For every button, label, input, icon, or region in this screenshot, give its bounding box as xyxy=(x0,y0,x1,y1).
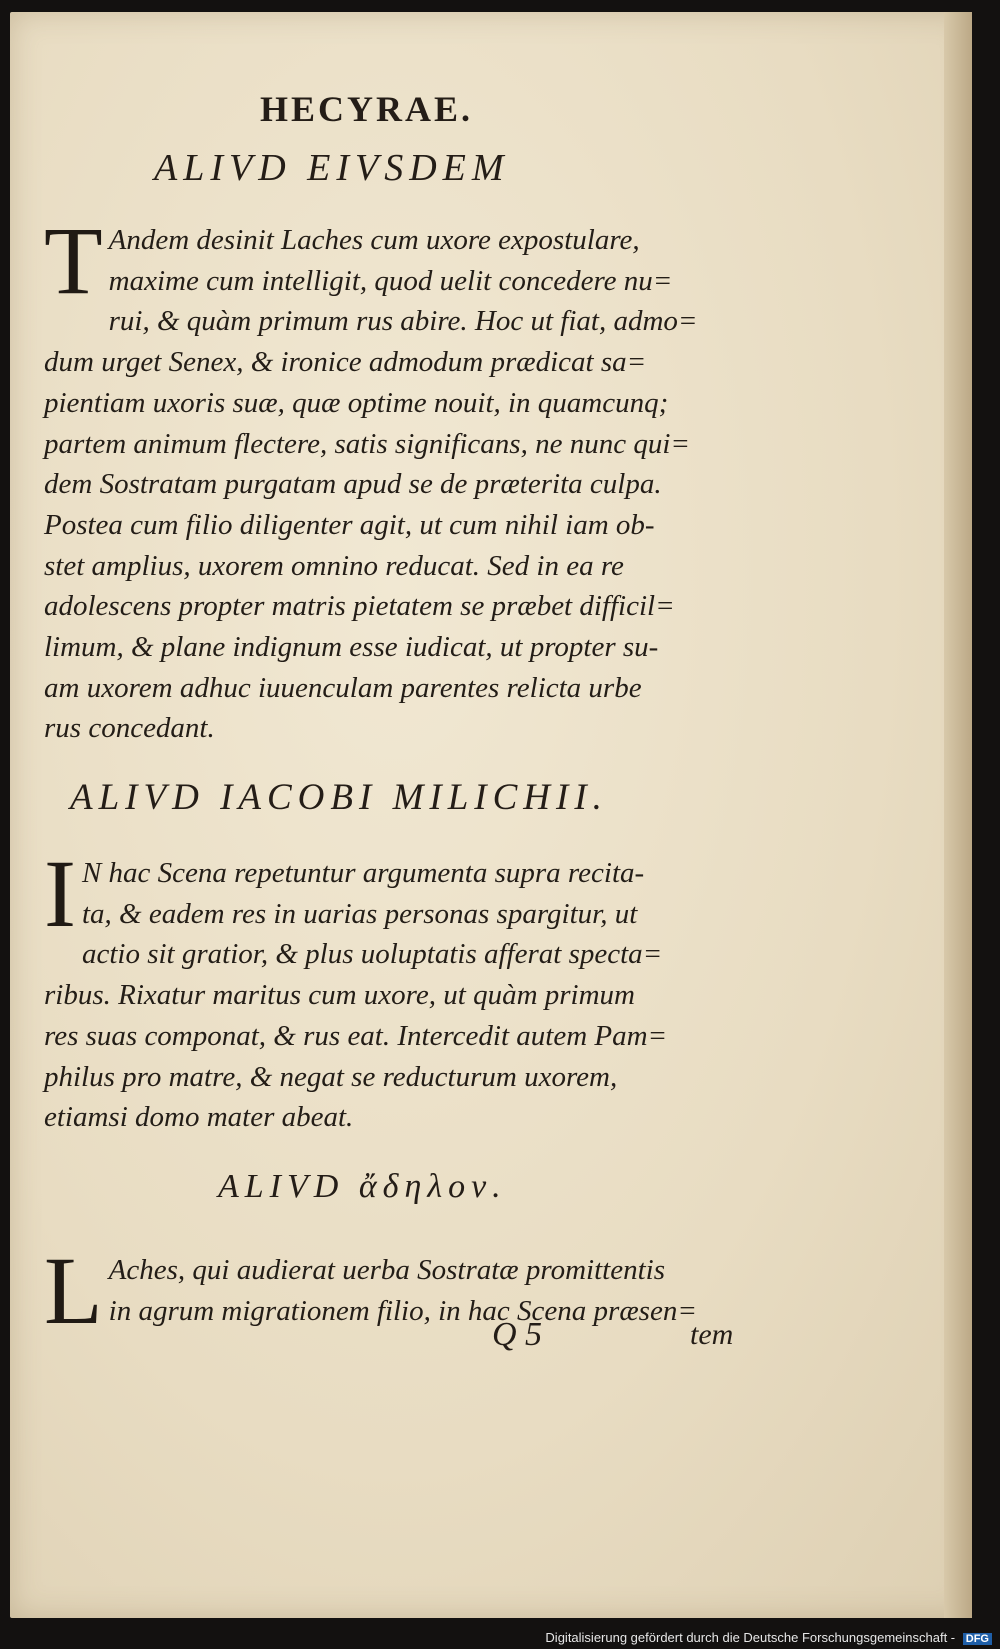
running-head: HECYRAE. xyxy=(260,89,474,129)
text-line: adolescens propter matris pietatem se præbet difficil= xyxy=(44,590,675,623)
section-heading-2: ALIVD IACOBI MILICHII. xyxy=(70,777,608,818)
text-line: rui, & quàm primum rus abire. Hoc ut fiat, admo= xyxy=(108,305,698,338)
text-line: limum, & plane indignum esse iudicat, ut propter su- xyxy=(44,631,659,664)
text-line: ribus. Rixatur maritus cum uxore, ut quàm primum xyxy=(44,979,635,1012)
text-line: partem animum flectere, satis significans, ne nunc qui= xyxy=(44,427,690,460)
dropcap-3: L xyxy=(44,1237,103,1344)
credit-text: Digitalisierung gefördert durch die Deutsche Forschungsgemeinschaft - xyxy=(545,1630,956,1645)
text-line: res suas componat, & rus eat. Intercedit autem Pam= xyxy=(44,1019,668,1052)
text-line: Andem desinit Laches cum uxore expostulare, xyxy=(108,224,640,256)
text-line: Aches, qui audierat uerba Sostratæ promittentis xyxy=(108,1254,665,1286)
text-line: pientiam uxoris suæ, quæ optime nouit, in quamcunq; xyxy=(44,386,669,419)
text-line: Postea cum filio diligenter agit, ut cum nihil iam ob- xyxy=(44,508,655,541)
text-line: maxime cum intelligit, quod uelit concedere nu= xyxy=(108,264,673,297)
text-line: N hac Scena repetuntur argumenta supra recita- xyxy=(81,857,645,889)
text-line: am uxorem adhuc iuuenculam parentes relicta urbe xyxy=(44,671,642,704)
text-line: dum urget Senex, & ironice admodum prædicat sa= xyxy=(44,346,647,379)
section-heading-1: ALIVD EIVSDEM xyxy=(154,147,510,189)
text-line: actio sit gratior, & plus uoluptatis afferat specta= xyxy=(81,938,663,971)
catchword: tem xyxy=(690,1318,734,1351)
text-line: etiamsi domo mater abeat. xyxy=(44,1101,354,1134)
text-line: stet amplius, uxorem omnino reducat. Sed in ea re xyxy=(44,549,624,582)
text-line: ta, & eadem res in uarias personas spargitur, ut xyxy=(81,897,638,930)
dropcap-1: T xyxy=(44,207,103,314)
dfg-logo: DFG xyxy=(963,1633,992,1645)
text-line: dem Sostratam purgatam apud se de præterita culpa. xyxy=(44,468,662,501)
text-line: rus concedant. xyxy=(44,712,215,745)
section-heading-3: ALIVD ἄδηλον. xyxy=(218,1168,507,1205)
paragraph-1 xyxy=(44,207,734,749)
page-gutter xyxy=(944,12,972,1618)
text-line: philus pro matre, & negat se reducturum uxorem, xyxy=(44,1060,618,1093)
digitization-credit xyxy=(545,1630,992,1645)
dropcap-2: I xyxy=(44,840,76,947)
signature-mark: Q 5 xyxy=(492,1316,543,1353)
text-line: in agrum migrationem filio, in hac Scena præsen= xyxy=(108,1294,697,1327)
paragraph-2 xyxy=(44,840,734,1138)
